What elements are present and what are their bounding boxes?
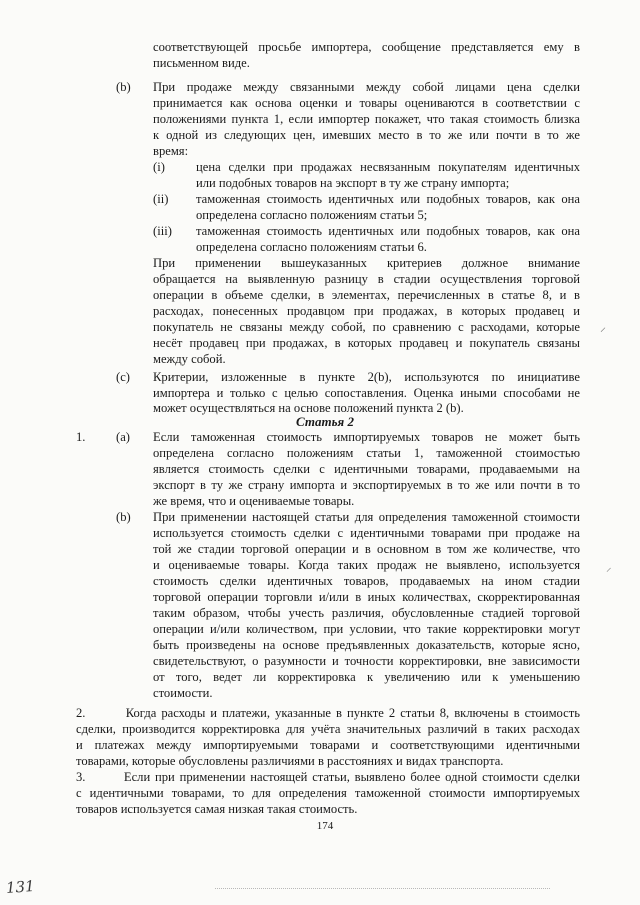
p1-b-line: торговой операции торговли и/или в иных количествах, скорректированная — [153, 590, 580, 604]
p1-a-line: же время, что и оцениваемые товары. — [153, 494, 355, 508]
p1-b-line: свидетельствуют, о разумности и точности корректировки, вне зависимости — [153, 654, 580, 668]
p1-a-line: экспорт в ту же страну импорта и экспортируемых в то же или почти в то — [153, 478, 580, 492]
subitem-label: (ii) — [153, 192, 169, 206]
item-b-after-line: покупатель не связаны между собой, по сравнению с расходами, которые — [153, 320, 580, 334]
item-c-line: может осуществляться на основе положений пункта 2 (b). — [153, 401, 464, 415]
item-b-line: к одной из следующих цен, имевших место в то же или почти в то же — [153, 128, 580, 142]
scan-artifact — [215, 888, 550, 890]
margin-mark: ⸝ — [600, 320, 607, 334]
item-b-after-line: При применении вышеуказанных критериев должное внимание — [153, 256, 580, 270]
subitem-line: определена согласно положениям статьи 5; — [196, 208, 428, 222]
p1-b-line: от того, ведет ли корректировка к увеличению или к уменьшению — [153, 670, 580, 684]
p1-b-line: стоимости. — [153, 686, 213, 700]
p1-b-line: При применении настоящей статьи для определения таможенной стоимости — [153, 510, 580, 524]
p1-b-line: таким образом, чтобы учесть различия, обусловленные стадией торговой — [153, 606, 580, 620]
item-b-after-line: несёт продавец при продажах, в которых продавец и покупатель связаны — [153, 336, 580, 350]
margin-mark: ⸝ — [606, 562, 612, 574]
subitem-label: (iii) — [153, 224, 172, 238]
subitem-line: таможенная стоимость идентичных или подобных товаров, как она — [196, 192, 580, 206]
subitem-label: (i) — [153, 160, 165, 174]
subitem-line: или подобных товаров на экспорт в ту же страну импорта; — [196, 176, 510, 190]
item-b-after-line: операции в объеме сделки, в элементах, перечисленных в статье 8, и в — [153, 288, 580, 302]
item-b-line: время: — [153, 144, 189, 158]
item-b-after-line: расходах, понесенных продавцом при продажах, в которых продавец и — [153, 304, 580, 318]
item-c-line: Критерии, изложенные в пункте 2(b), используются по инициативе — [153, 370, 580, 384]
item-label: (b) — [116, 510, 131, 524]
item-c-line: импортера и только с целью сопоставления. Оценка иными способами не — [153, 386, 580, 400]
handwritten-note: 131 — [5, 877, 36, 897]
intro-line: письменном виде. — [153, 56, 250, 70]
p2-line: 2. Когда расходы и платежи, указанные в пункте 2 статьи 8, включены в стоимость — [76, 706, 580, 720]
item-label: (b) — [116, 80, 131, 94]
p1-b-line: используется стоимость сделки с идентичными товарами при продаже на — [153, 526, 580, 540]
item-b-line: положениями пункта 1, если импортер покажет, что такая стоимость близка — [153, 112, 580, 126]
item-label: (c) — [116, 370, 130, 384]
p1-a-line: определена согласно положениям статьи 1, таможенной стоимостью — [153, 446, 580, 460]
item-b-after-line: между собой. — [153, 352, 226, 366]
item-b-after-line: обращается на выявленную разницу в стадии осуществления торговой — [153, 272, 580, 286]
p1-b-line: быть произведены на основе предъявленных доказательств, которые ясно, — [153, 638, 580, 652]
item-b-line: принимается как основа оценки и товары оцениваются в соответствии с — [153, 96, 580, 110]
p1-b-line: и оцениваемые товары. Когда таких продаж не выявлено, используется — [153, 558, 580, 572]
p2-line: и платежах между импортируемыми товарами и соответствующими идентичными — [76, 738, 580, 752]
subitem-line: цена сделки при продажах несвязанным покупателям идентичных — [196, 160, 580, 174]
p1-a-line: является стоимость сделки с идентичными товарами, продаваемыми на — [153, 462, 580, 476]
p1-b-line: той же стадии торговой операции и в основном в том же количестве, что — [153, 542, 580, 556]
p2-line: товарами, которые обусловлены различиями в расстояниях и видах транспорта. — [76, 754, 504, 768]
intro-line: соответствующей просьбе импортера, сообщение представляется ему в — [153, 40, 580, 54]
item-b-line: При продаже между связанными между собой лицами цена сделки — [153, 80, 580, 94]
article-heading: Статья 2 — [296, 414, 354, 429]
page-number: 174 — [316, 820, 334, 832]
p1-b-line: операции и/или количеством, при условии, что такие корректировки могут — [153, 622, 580, 636]
p3-line: с идентичными товарами, то для определения таможенной стоимости импортируемых — [76, 786, 580, 800]
subitem-line: определена согласно положениям статьи 6. — [196, 240, 427, 254]
p1-a-line: Если таможенная стоимость импортируемых товаров не может быть — [153, 430, 580, 444]
p1-b-line: стоимость сделки идентичных товаров, продаваемых на ином стадии — [153, 574, 580, 588]
subitem-line: таможенная стоимость идентичных или подобных товаров, как она — [196, 224, 580, 238]
p3-line: товаров используется самая низкая такая стоимость. — [76, 802, 358, 816]
p2-line: сделки, производится корректировка для учёта значительных различий в таких расходах — [76, 722, 580, 736]
p3-line: 3. Если при применении настоящей статьи, выявлено более одной стоимости сделки — [76, 770, 580, 784]
paragraph-number: 1. — [76, 430, 86, 444]
item-label: (a) — [116, 430, 130, 444]
